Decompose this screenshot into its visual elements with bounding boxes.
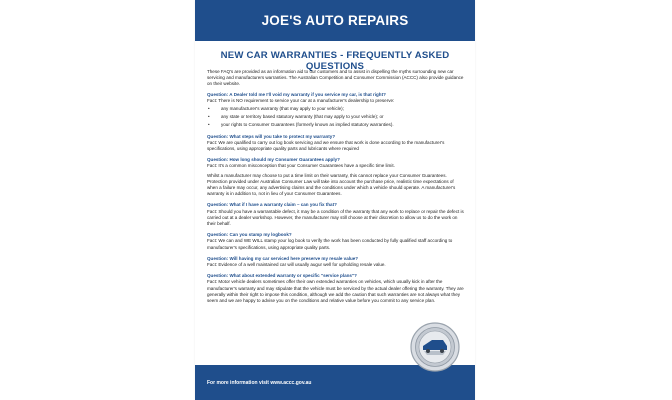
faq-item	[207, 92, 465, 129]
faq-bullet: • any manufacturer's warranty (that may apply to your vehicle);	[207, 106, 465, 112]
faq-answer: Fact: Motor vehicle dealers sometimes offer their own extended warranties on vehicles, which usually kick in after the manufacturer's warranty and may stipulate that the vehicle must be serviced by the actual dealer offering the warranty. They are generally within their right to impose this condition, although we add the caution that such warranties are not always what they seem and we are happy to advise you on the conditions and relative value before you commit to any service plan.	[207, 279, 464, 304]
faq-item	[207, 157, 465, 197]
intro-paragraph: These FAQ's are provided as an information aid to our customers and to assist in dispelling the myths surrounding new car servicing and manufacturers warranties. The Australian Competition and Consumer Commission (ACCC) also provide guidance on their website.	[207, 69, 464, 87]
faq-answer: Fact: There is NO requirement to service your car at a manufacturer's dealership to preserve:	[207, 97, 395, 103]
faq-bullet: • any state or territory based statutory warranty (that may apply to your vehicle); or	[207, 114, 465, 120]
business-name: JOE'S AUTO REPAIRS	[261, 13, 409, 28]
association-seal-icon	[410, 322, 460, 372]
faq-question: Question: What if I have a warranty claim – can you fix that?	[207, 202, 337, 208]
document-page	[195, 0, 475, 400]
header-banner	[195, 0, 475, 41]
faq-answer: Fact: It's a common misconception that your Consumer Guarantees have a specific time limit.	[207, 163, 395, 169]
faq-question: Question: Can you stamp my logbook?	[207, 232, 292, 238]
faq-question: Question: Will having my car serviced here preserve my resale value?	[207, 255, 359, 261]
faq-item	[207, 256, 465, 268]
faq-answer: Fact: We are qualified to carry out log book servicing and we ensure that work is done according to the manufacturer's specifications, using appropriate quality parts and lubricants where required	[207, 139, 445, 152]
faq-answer: Fact: We can and WE WILL stamp your log book to verify the work has been conducted by fully qualified staff according to manufacturer's specifications, using appropriate quality parts.	[207, 238, 453, 250]
faq-question: Question: What steps will you take to protect my warranty?	[207, 133, 336, 139]
faq-item	[207, 202, 465, 227]
faq-content	[207, 69, 465, 309]
document-title: NEW CAR WARRANTIES - FREQUENTLY ASKED QUESTIONS	[220, 50, 450, 72]
faq-answer: Fact: Should you have a warrantable defect, it may be a condition of the warranty that any work to replace or repair the defect is carried out at a dealer workshop. However, the manufacturer may still choose at their discretion to allow us to do the work on their behalf.	[207, 208, 464, 227]
faq-question: Question: How long should my Consumer Guarantees apply?	[207, 157, 340, 163]
faq-question: Question: A Dealer told me I'll void my warranty if you service my car, is that right?	[207, 91, 386, 97]
faq-item	[207, 134, 465, 153]
footer-link-text[interactable]: For more information visit www.accc.gov.au	[207, 380, 312, 386]
faq-answer: Fact: Evidence of a well maintained car will usually augur well for upholding resale value.	[207, 262, 386, 268]
faq-bullet-list	[207, 106, 465, 129]
faq-answer-extra: Whilst a manufacturer may choose to put a time limit on their warranty, this cannot replace your Consumer Guarantees. Protection provided under Australian Consumer Law will take into account the purchase price, realistic time expectations of when a failure may occur, any advertising claims and the conditions under which a vehicle should operate. A manufacturer's warranty is in addition to, not in lieu of your Consumer Guarantees.	[207, 172, 456, 197]
faq-bullet: • your rights to Consumer Guarantees (formerly known as implied statutory warranties).	[207, 122, 465, 128]
faq-item	[207, 232, 465, 251]
faq-question: Question: What about extended warranty or specific "service plans"?	[207, 273, 357, 279]
faq-item	[207, 273, 465, 304]
